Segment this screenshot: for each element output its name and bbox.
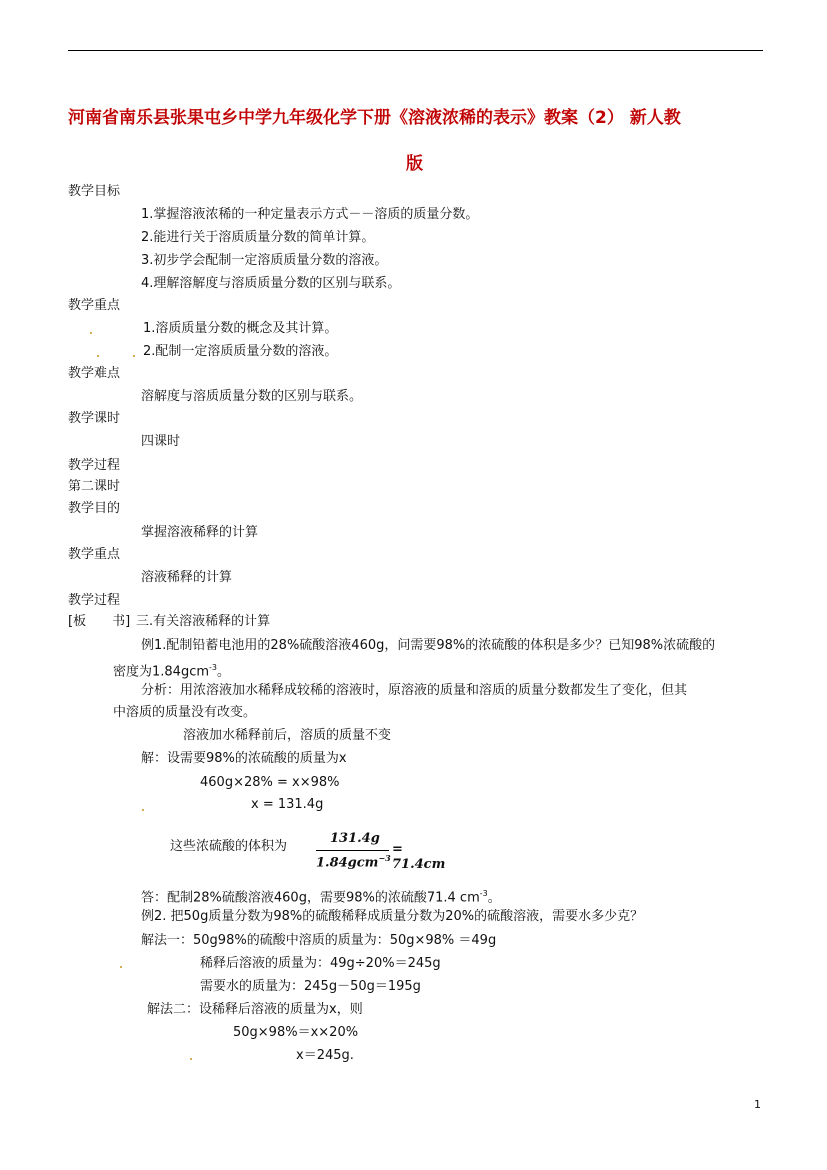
decorative-dot xyxy=(120,966,122,968)
difficulty-text: 溶解度与溶质质量分数的区别与联系。 xyxy=(141,389,363,404)
decorative-dot xyxy=(97,355,99,357)
decorative-dot xyxy=(190,1058,192,1060)
keypoints-heading: 教学重点 xyxy=(68,298,121,313)
board-label: [板 书] xyxy=(68,614,131,629)
answer1: 答：配制28%硫酸溶液460g，需要98%的浓硫酸71.4 $cm^{-3}$。 xyxy=(141,889,501,906)
fraction-denominator: 1.84gcm$^{-3}$ xyxy=(316,853,391,871)
process2-heading: 教学过程 xyxy=(68,593,121,608)
equation2: x = 131.4g xyxy=(251,797,324,812)
objectives-heading: 教学目标 xyxy=(68,184,121,199)
method1-line2: 稀释后溶液的质量为：49g÷20%＝245g xyxy=(200,956,441,971)
objective-item: 2.能进行关于溶质质量分数的简单计算。 xyxy=(141,230,375,245)
method1-line1: 解法一：50g98%的硫酸中溶质的质量为：50g×98% ＝49g xyxy=(141,933,497,948)
process-heading: 教学过程 xyxy=(68,458,121,473)
objective-item: 3.初步学会配制一定溶质质量分数的溶液。 xyxy=(141,253,388,268)
analysis-line2: 中溶质的质量没有改变。 xyxy=(113,705,257,720)
analysis-line1: 分析：用浓溶液加水稀释成较稀的溶液时，原溶液的质量和溶质的质量分数都发生了变化，但其 xyxy=(141,683,688,698)
lesson2-heading: 第二课时 xyxy=(68,479,121,494)
fraction-numerator: 131.4g xyxy=(330,831,380,846)
solution-setup: 解：设需要98%的浓硫酸的质量为x xyxy=(141,751,347,766)
decorative-dot xyxy=(142,809,144,811)
keypoint2-heading: 教学重点 xyxy=(68,547,121,562)
aim-text: 掌握溶液稀释的计算 xyxy=(141,525,259,540)
principle-text: 溶液加水稀释前后，溶质的质量不变 xyxy=(183,728,392,743)
decorative-dot xyxy=(133,355,135,357)
fraction-result: = 71.4cm xyxy=(392,842,446,872)
board-title: 三.有关溶液稀释的计算 xyxy=(136,614,271,629)
equation1: 460g×28% = x×98% xyxy=(200,775,340,790)
method2-line1: 解法二：设稀释后溶液的质量为x，则 xyxy=(147,1002,363,1017)
example1-line2: 密度为1.84gcm$^{-3}$。 xyxy=(113,663,231,680)
difficulty-heading: 教学难点 xyxy=(68,366,121,381)
method1-line3: 需要水的质量为：245g－50g＝195g xyxy=(200,979,421,994)
hours-text: 四课时 xyxy=(141,434,181,449)
header-rule xyxy=(68,50,763,51)
volume-label: 这些浓硫酸的体积为 xyxy=(170,839,288,854)
keypoint-item: 1.溶质质量分数的概念及其计算。 xyxy=(143,321,338,336)
objective-item: 4.理解溶解度与溶质质量分数的区别与联系。 xyxy=(141,276,401,291)
keypoint-item: 2.配制一定溶质质量分数的溶液。 xyxy=(143,344,338,359)
method2-line2: 50g×98%＝x×20% xyxy=(233,1025,359,1040)
keypoint2-text: 溶液稀释的计算 xyxy=(141,570,233,585)
example1-line1: 例1.配制铅蓄电池用的28%硫酸溶液460g，问需要98%的浓硫酸的体积是多少？已知98%浓硫酸的 xyxy=(141,638,716,653)
page-number: 1 xyxy=(754,1098,761,1111)
fraction-bar xyxy=(316,850,389,851)
example2: 例2. 把50g质量分数为98%的硫酸稀释成质量分数为20%的硫酸溶液，需要水多少克？ xyxy=(141,909,644,924)
objective-item: 1.掌握溶液浓稀的一种定量表示方式－－溶质的质量分数。 xyxy=(141,207,479,222)
document-title-line2: 版 xyxy=(406,154,423,174)
method2-line3: x＝245g. xyxy=(296,1048,354,1063)
aim-heading: 教学目的 xyxy=(68,501,121,516)
decorative-dot xyxy=(90,332,92,334)
hours-heading: 教学课时 xyxy=(68,411,121,426)
document-title-line1: 河南省南乐县张果屯乡中学九年级化学下册《溶液浓稀的表示》教案（2） 新人教 xyxy=(68,108,681,128)
